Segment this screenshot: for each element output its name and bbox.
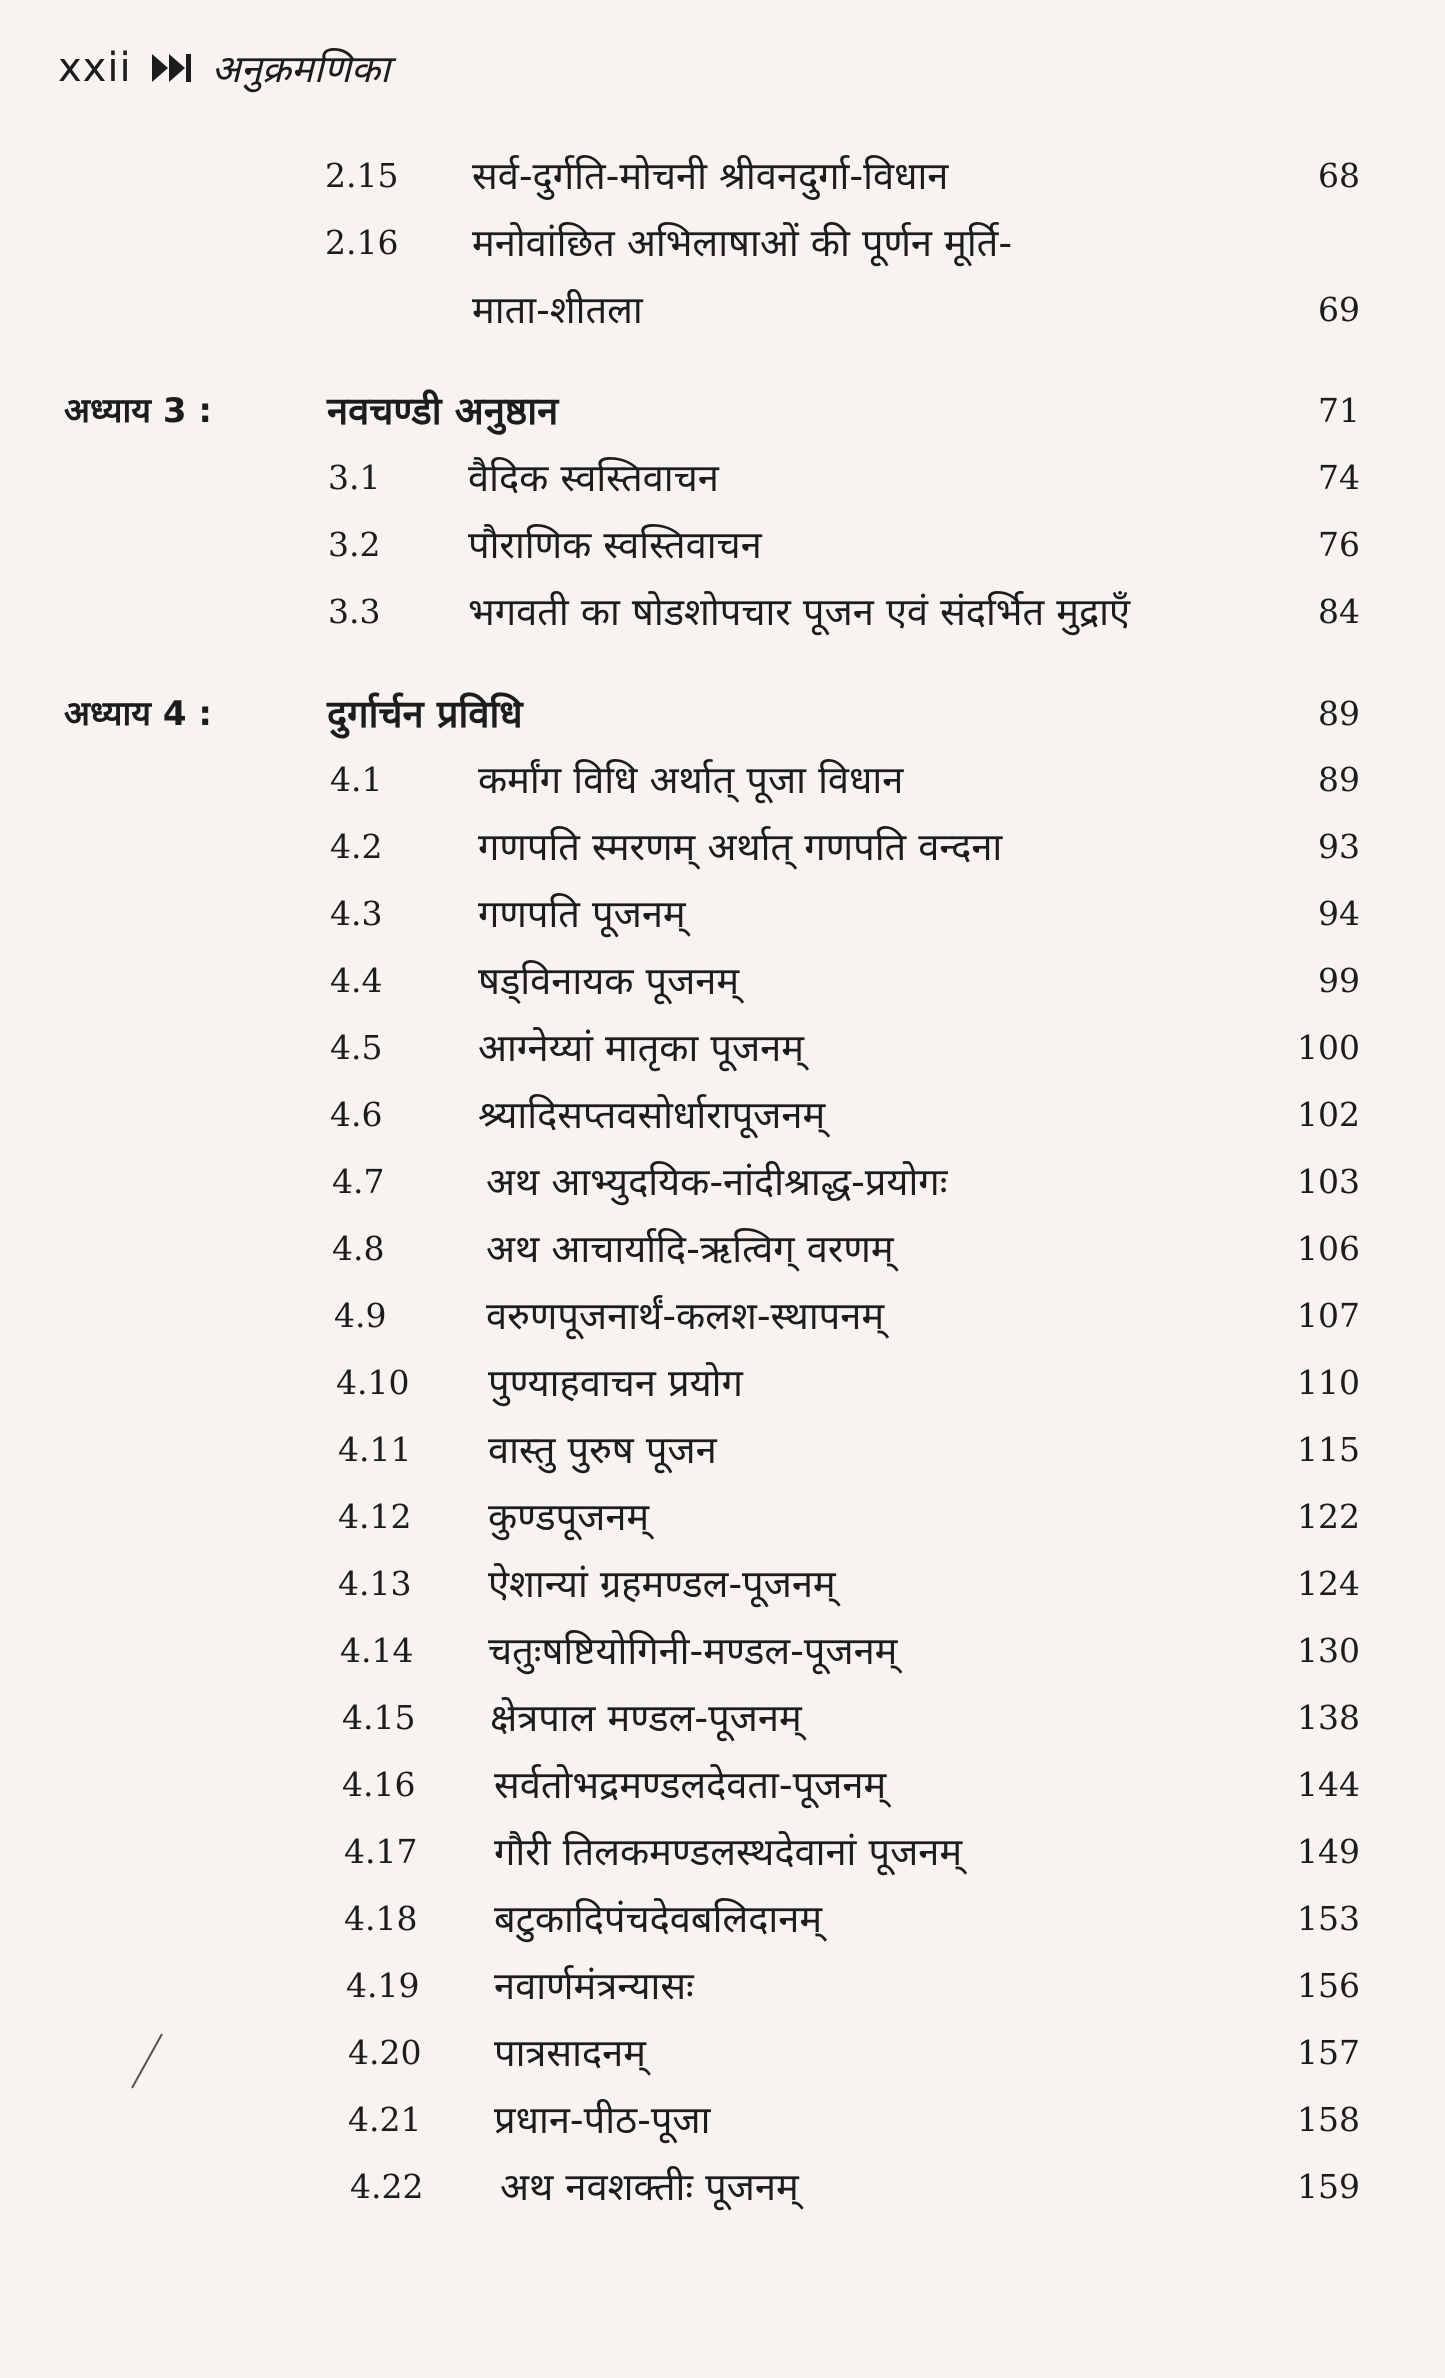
page-reference: 74 xyxy=(1318,458,1360,497)
section-title: अथ आभ्युदयिक-नांदीश्राद्ध-प्रयोगः xyxy=(486,1160,948,1204)
page-reference: 100 xyxy=(1297,1028,1360,1067)
section-title: वैदिक स्वस्तिवाचन xyxy=(468,456,719,500)
section-title: गणपति पूजनम् xyxy=(478,892,686,936)
section-number: 4.7 xyxy=(332,1162,385,1201)
page-reference: 102 xyxy=(1297,1095,1360,1134)
section-title: श्र्यादिसप्तवसोर्धारापूजनम् xyxy=(478,1093,826,1137)
section-number: 4.10 xyxy=(336,1363,410,1402)
toc-entry-row xyxy=(0,752,1445,808)
toc-chapter-row xyxy=(0,686,1445,742)
section-number: 4.9 xyxy=(334,1296,387,1335)
toc-entry-row xyxy=(0,2025,1445,2081)
section-title: पुण्याहवाचन प्रयोग xyxy=(488,1361,743,1405)
section-title: ऐशान्यां ग्रहमण्डल-पूजनम् xyxy=(488,1562,836,1606)
toc-entry-row xyxy=(0,953,1445,1009)
section-title: चतुःषष्टियोगिनी-मण्डल-पूजनम् xyxy=(488,1629,898,1673)
toc-entry-row xyxy=(0,1288,1445,1344)
section-number: 4.4 xyxy=(330,961,383,1000)
page-reference: 103 xyxy=(1297,1162,1360,1201)
toc-entry-row xyxy=(0,1958,1445,2014)
toc-entry-row xyxy=(0,584,1445,640)
page-reference: 93 xyxy=(1318,827,1360,866)
page-reference: 94 xyxy=(1318,894,1360,933)
section-title: षड्विनायक पूजनम् xyxy=(478,959,740,1003)
toc-entry-row xyxy=(0,1891,1445,1947)
section-title: आग्नेय्यां मातृका पूजनम् xyxy=(478,1026,804,1070)
section-title: पात्रसादनम् xyxy=(494,2031,646,2075)
page-reference: 130 xyxy=(1297,1631,1360,1670)
page-reference: 158 xyxy=(1297,2100,1360,2139)
page-reference: 144 xyxy=(1297,1765,1360,1804)
toc-entry-row xyxy=(0,1623,1445,1679)
section-title: भगवती का षोडशोपचार पूजन एवं संदर्भित मुद्राएँ xyxy=(468,590,1131,634)
section-number: 4.13 xyxy=(338,1564,412,1603)
page-reference: 122 xyxy=(1297,1497,1360,1536)
section-title: प्रधान-पीठ-पूजा xyxy=(494,2098,711,2142)
page-reference: 159 xyxy=(1297,2167,1360,2206)
toc-entry-row xyxy=(0,148,1445,204)
section-title: अथ नवशक्तीः पूजनम् xyxy=(500,2165,799,2209)
section-title: गौरी तिलकमण्डलस्थदेवानां पूजनम् xyxy=(494,1830,963,1874)
section-title: नवार्णमंत्रन्यासः xyxy=(494,1964,694,2008)
toc-entry-row xyxy=(0,1824,1445,1880)
page-reference: 99 xyxy=(1318,961,1360,1000)
section-number: 4.18 xyxy=(344,1899,418,1938)
section-title: सर्व-दुर्गति-मोचनी श्रीवनदुर्गा-विधान xyxy=(472,154,949,198)
toc-entry-row xyxy=(0,282,1445,338)
page-reference: 153 xyxy=(1297,1899,1360,1938)
page-header xyxy=(58,38,390,98)
section-number: 4.5 xyxy=(330,1028,383,1067)
section-title: कर्मांग विधि अर्थात् पूजा विधान xyxy=(478,758,904,802)
section-number: 4.19 xyxy=(346,1966,420,2005)
page-reference: 124 xyxy=(1297,1564,1360,1603)
section-number: 4.8 xyxy=(332,1229,385,1268)
page-reference: 156 xyxy=(1297,1966,1360,2005)
toc-entry-row xyxy=(0,1154,1445,1210)
section-number: 4.15 xyxy=(342,1698,416,1737)
chapter-label: अध्याय 4 : xyxy=(64,694,212,734)
section-title: वरुणपूजनार्थं-कलश-स्थापनम् xyxy=(486,1294,885,1338)
page-reference: 76 xyxy=(1318,525,1360,564)
toc-entry-row xyxy=(0,1221,1445,1277)
toc-entry-row xyxy=(0,1757,1445,1813)
section-number: 4.11 xyxy=(338,1430,412,1469)
page-reference: 138 xyxy=(1297,1698,1360,1737)
page-reference: 69 xyxy=(1318,290,1360,329)
toc-entry-row xyxy=(0,1556,1445,1612)
toc-entry-row xyxy=(0,886,1445,942)
page-reference: 157 xyxy=(1297,2033,1360,2072)
section-title: कुण्डपूजनम् xyxy=(488,1495,650,1539)
page-reference: 149 xyxy=(1297,1832,1360,1871)
section-number: 2.15 xyxy=(325,156,399,195)
section-number: 2.16 xyxy=(325,223,399,262)
section-title: गणपति स्मरणम् अर्थात् गणपति वन्दना xyxy=(478,825,1003,869)
toc-entry-row xyxy=(0,1489,1445,1545)
section-title: पौराणिक स्वस्तिवाचन xyxy=(468,523,762,567)
toc-entry-row xyxy=(0,215,1445,271)
toc-entry-row xyxy=(0,1690,1445,1746)
page-reference: 115 xyxy=(1297,1430,1360,1469)
section-title: सर्वतोभद्रमण्डलदेवता-पूजनम् xyxy=(494,1763,887,1807)
page-reference: 106 xyxy=(1297,1229,1360,1268)
section-number: 4.12 xyxy=(338,1497,412,1536)
page-reference: 68 xyxy=(1318,156,1360,195)
section-title: अथ आचार्यादि-ऋत्विग् वरणम् xyxy=(486,1227,894,1271)
section-title: बटुकादिपंचदेवबलिदानम् xyxy=(494,1897,823,1941)
section-number: 3.2 xyxy=(328,525,381,564)
page-reference: 84 xyxy=(1318,592,1360,631)
toc-entry-row xyxy=(0,2092,1445,2148)
section-number: 3.1 xyxy=(328,458,381,497)
stray-pen-mark xyxy=(128,2030,166,2092)
toc-chapter-row xyxy=(0,383,1445,439)
section-number: 4.6 xyxy=(330,1095,383,1134)
toc-entry-row xyxy=(0,1020,1445,1076)
section-number: 4.21 xyxy=(348,2100,422,2139)
toc-entry-row xyxy=(0,1422,1445,1478)
toc-entry-row xyxy=(0,517,1445,573)
page-reference: 89 xyxy=(1318,694,1360,733)
fast-forward-icon xyxy=(150,51,194,85)
section-number: 4.20 xyxy=(348,2033,422,2072)
toc-entry-row xyxy=(0,2159,1445,2215)
section-title: मनोवांछित अभिलाषाओं की पूर्णन मूर्ति- xyxy=(472,221,1013,265)
running-title: अनुक्रमणिका xyxy=(211,47,390,91)
toc-entry-row xyxy=(0,1087,1445,1143)
chapter-title: दुर्गार्चन प्रविधि xyxy=(327,692,523,736)
chapter-title: नवचण्डी अनुष्ठान xyxy=(327,389,559,433)
section-title: क्षेत्रपाल मण्डल-पूजनम् xyxy=(490,1696,802,1740)
toc-entry-row xyxy=(0,1355,1445,1411)
section-number: 4.1 xyxy=(330,760,383,799)
toc-entry-row xyxy=(0,450,1445,506)
section-number: 4.17 xyxy=(344,1832,418,1871)
section-number: 4.3 xyxy=(330,894,383,933)
section-number: 3.3 xyxy=(328,592,381,631)
section-title: वास्तु पुरुष पूजन xyxy=(488,1428,717,1472)
page-number: xxii xyxy=(58,45,132,91)
page-reference: 71 xyxy=(1318,391,1360,430)
chapter-label: अध्याय 3 : xyxy=(64,391,212,431)
section-number: 4.2 xyxy=(330,827,383,866)
section-title: माता-शीतला xyxy=(472,288,643,332)
section-number: 4.14 xyxy=(340,1631,414,1670)
page-reference: 110 xyxy=(1297,1363,1360,1402)
section-number: 4.16 xyxy=(342,1765,416,1804)
page-reference: 107 xyxy=(1297,1296,1360,1335)
page-reference: 89 xyxy=(1318,760,1360,799)
section-number: 4.22 xyxy=(350,2167,424,2206)
toc-entry-row xyxy=(0,819,1445,875)
